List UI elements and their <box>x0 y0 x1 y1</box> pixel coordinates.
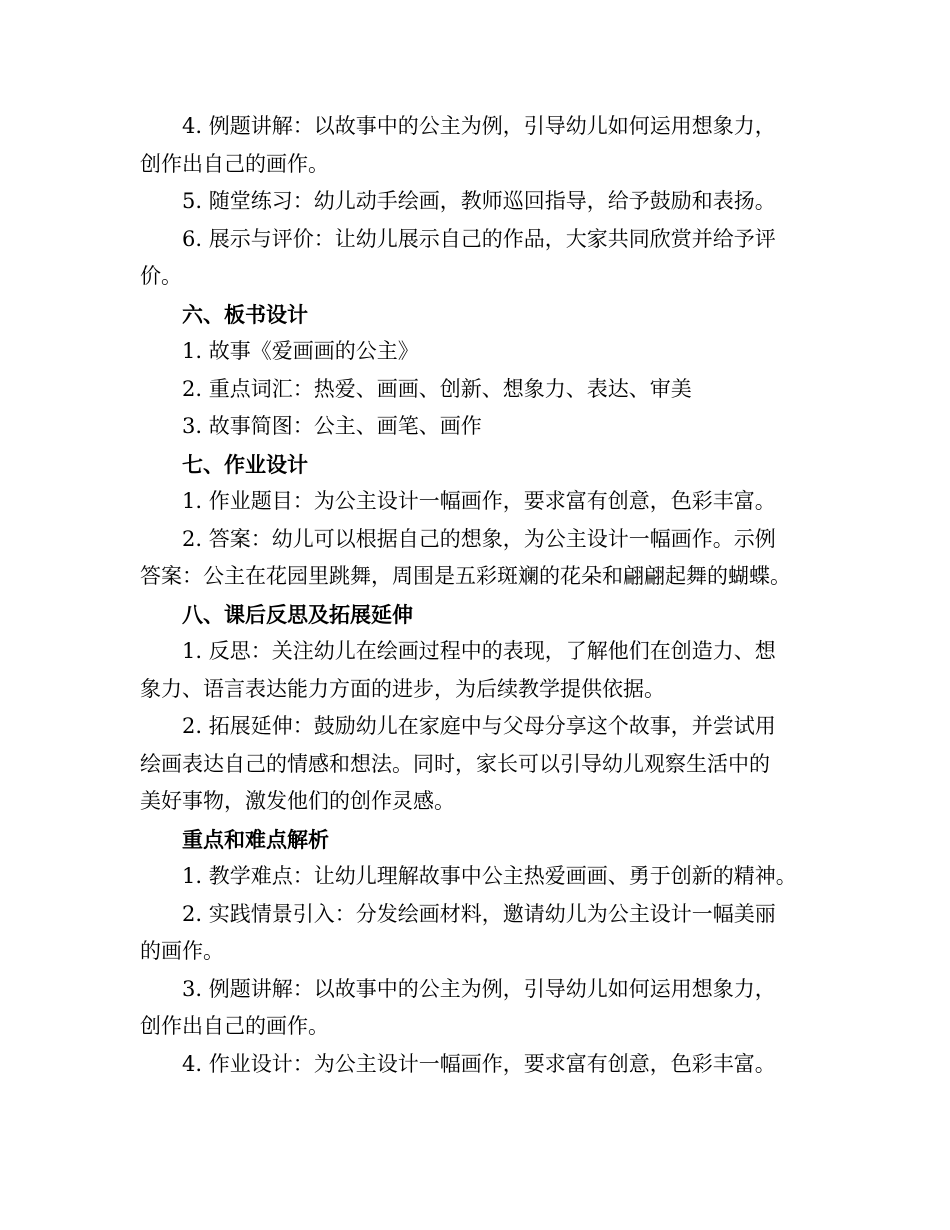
text-line: 4. 例题讲解：以故事中的公主为例，引导幼儿如何运用想象力， <box>182 114 776 138</box>
text-line: 3. 故事简图：公主、画笔、画作 <box>182 414 482 438</box>
text-line: 的画作。 <box>140 939 224 963</box>
text-line: 创作出自己的画作。 <box>140 1014 329 1038</box>
document-body <box>140 108 820 1083</box>
section-heading: 重点和难点解析 <box>182 826 329 852</box>
text-line: 1. 作业题目：为公主设计一幅画作，要求富有创意，色彩丰富。 <box>182 489 776 513</box>
text-line: 美好事物，激发他们的创作灵感。 <box>140 789 455 813</box>
text-line: 1. 故事《爱画画的公主》 <box>182 339 419 363</box>
text-line: 象力、语言表达能力方面的进步，为后续教学提供依据。 <box>140 676 665 701</box>
text-line: 创作出自己的画作。 <box>140 151 329 176</box>
text-line: 3. 例题讲解：以故事中的公主为例，引导幼儿如何运用想象力， <box>182 976 776 1001</box>
text-line: 2. 答案：幼儿可以根据自己的想象，为公主设计一幅画作。示例 <box>182 526 776 551</box>
text-line: 5. 随堂练习：幼儿动手绘画，教师巡回指导，给予鼓励和表扬。 <box>182 189 776 213</box>
text-line: 1. 教学难点：让幼儿理解故事中公主热爱画画、勇于创新的精神。 <box>182 864 797 888</box>
section-heading: 六、板书设计 <box>182 301 308 327</box>
section-heading: 八、课后反思及拓展延伸 <box>182 601 413 627</box>
section-heading: 七、作业设计 <box>182 451 308 477</box>
text-line: 2. 拓展延伸：鼓励幼儿在家庭中与父母分享这个故事，并尝试用 <box>182 714 776 738</box>
text-line: 2. 重点词汇：热爱、画画、创新、想象力、表达、审美 <box>182 376 692 401</box>
text-line: 4. 作业设计：为公主设计一幅画作，要求富有创意，色彩丰富。 <box>182 1051 776 1076</box>
text-line: 绘画表达自己的情感和想法。同时，家长可以引导幼儿观察生活中的 <box>140 751 770 776</box>
text-line: 价。 <box>140 264 182 288</box>
text-line: 6. 展示与评价：让幼儿展示自己的作品，大家共同欣赏并给予评 <box>182 226 776 251</box>
text-line: 答案：公主在花园里跳舞，周围是五彩斑斓的花朵和翩翩起舞的蝴蝶。 <box>140 564 791 588</box>
text-line: 1. 反思：关注幼儿在绘画过程中的表现，了解他们在创造力、想 <box>182 639 776 663</box>
text-line: 2. 实践情景引入：分发绘画材料，邀请幼儿为公主设计一幅美丽 <box>182 901 776 926</box>
